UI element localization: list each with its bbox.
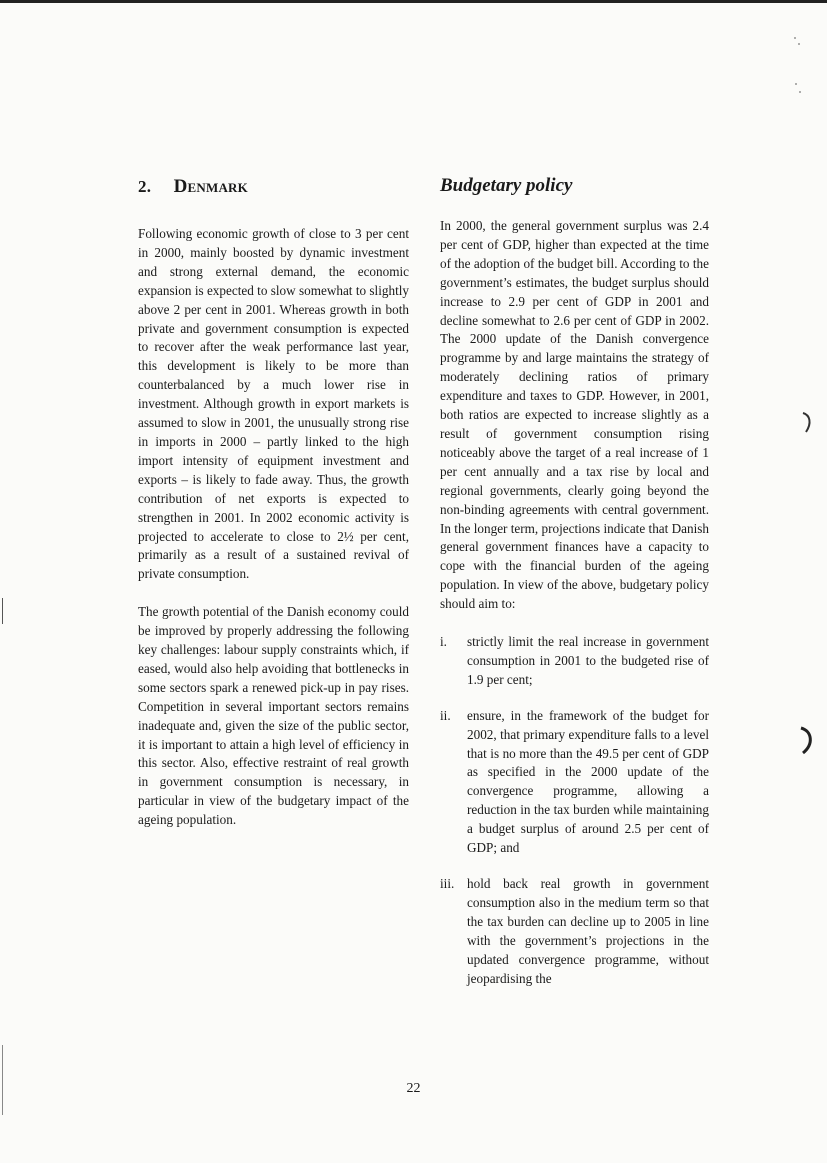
growth-potential-paragraph: The growth potential of the Danish economy could be improved by properly addressing the following key challenges: labour supply constraints which, if eased, would also help avoiding that bottlenecks in some sectors spark a renewed pick-up in pay rises. Competition in several important sectors remains inadequate and, given the size of the public sector, it is important to attain a high level of efficiency in this sector. Also, effective restraint of real growth in government consumption is necessary, in particular in view of the budgetary impact of the ageing population. <box>138 604 409 828</box>
economic-outlook-paragraph: Following economic growth of close to 3 per cent in 2000, mainly boosted by dynamic investment and strong external demand, the economic expansion is expected to slow somewhat to slightly above 2 per cent in 2001. Whereas growth in both private and government consumption is expected to recover after the weak performance last year, this development is likely to be more than counterbalanced by a much lower rise in investment. Although growth in export markets is assumed to slow in 2001, the unusually strong rise in imports in 2000 – partly linked to the high import intensity of equipment investment and exports – is likely to fade away. Thus, the growth contribution of net exports is expected to strengthen in 2001. In 2002 economic activity is projected to accelerate to close to 2½ per cent, primarily as a result of a sustained revival of private consumption. <box>138 226 409 582</box>
recommendation-list <box>440 633 709 988</box>
section-heading <box>138 176 248 198</box>
section-number: 2. <box>138 177 152 196</box>
list-item-text: strictly limit the real increase in government consumption in 2001 to the budgeted rise of 1.9 per cent; <box>467 634 709 687</box>
list-marker: i. <box>440 634 447 650</box>
page-number: 22 <box>406 1081 421 1096</box>
list-item <box>440 707 709 858</box>
scan-edge-line-lower <box>2 1045 3 1115</box>
scan-edge-line-upper <box>2 598 3 624</box>
list-marker: iii. <box>440 876 455 891</box>
list-item-text: ensure, in the framework of the budget for 2002, that primary expenditure falls to a level that is no more than the 49.5 per cent of GDP as specified in the 2000 update of the convergence programme, allowing a reduction in the tax burden while maintaining a budget surplus of around 2.5 per cent of GDP; and <box>467 707 709 856</box>
list-item <box>440 633 709 690</box>
left-column <box>138 225 409 830</box>
section-title: Denmark <box>173 176 248 197</box>
binder-hole-mark-upper <box>800 410 816 436</box>
scan-speck-marks <box>790 28 810 98</box>
list-item-text: hold back real growth in government consumption also in the medium term so that the tax burden can decline up to 2005 in line with the government’s projections in the updated convergence programme, without jeopardising the <box>467 876 709 986</box>
list-item <box>440 875 709 988</box>
budgetary-policy-heading: Budgetary policy <box>440 175 573 196</box>
budgetary-intro-paragraph: In 2000, the general government surplus was 2.4 per cent of GDP, higher than expected at the time of the adoption of the budget bill. According to the government’s estimates, the budget surplus should increase to 2.9 per cent of GDP in 2001 and decline somewhat to 2.6 per cent of GDP in 2002. The 2000 update of the Danish convergence programme by and large maintains the strategy of moderately declining ratios of primary expenditure and taxes to GDP. However, in 2001, both ratios are expected to increase slightly as a result of government consumption rising noticeably above the target of a real increase of 1 per cent annually and a tax rise by local and regional governments, clearly going beyond the non-binding agreements with central government. In the longer term, projections indicate that Danish general government finances have a capacity to cope with the financial burden of the ageing population. In view of the above, budgetary policy should aim to: <box>440 218 709 612</box>
list-marker: ii. <box>440 707 451 723</box>
top-rule <box>0 0 827 3</box>
right-column <box>440 217 709 988</box>
binder-hole-mark-lower <box>798 725 818 757</box>
